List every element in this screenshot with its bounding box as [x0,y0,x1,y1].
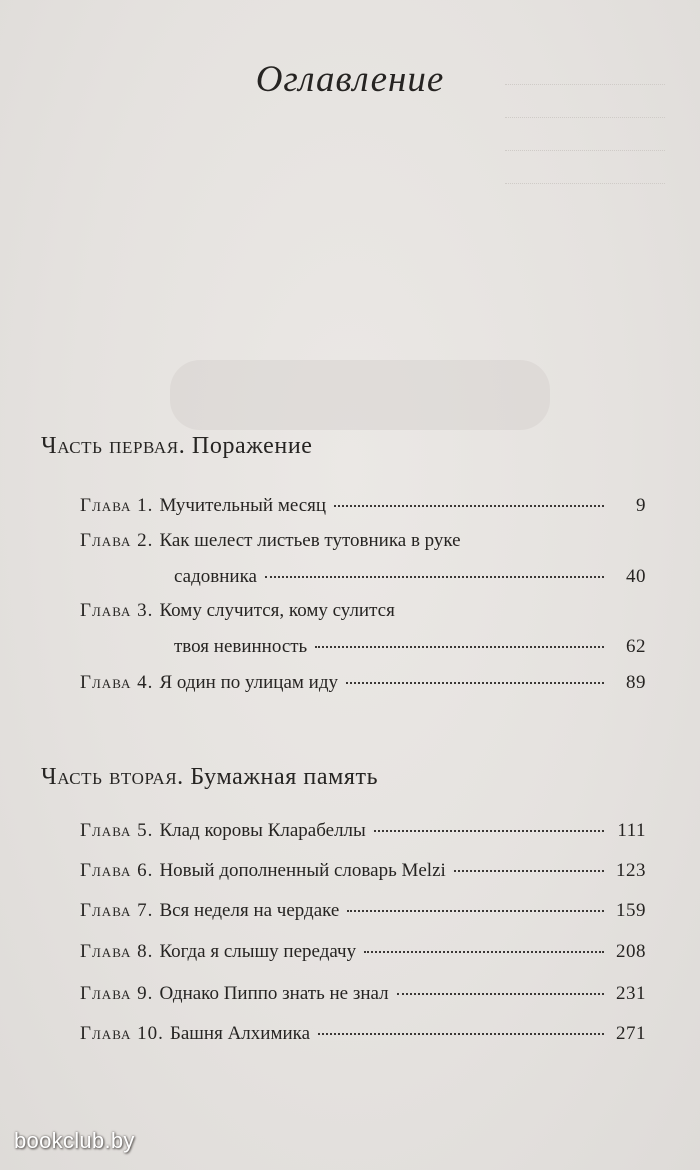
chapter-label: Глава 4. [80,672,154,693]
part-title-rest: Бумажная память [190,764,379,790]
chapter-title: Вся неделя на чердаке [159,900,340,921]
part-title-lead: Часть первая. [41,433,186,459]
page-number: 89 [626,672,646,693]
page-number: 231 [616,983,646,1004]
toc-entry[interactable] [80,600,646,672]
chapter-label: Глава 10. [80,1023,164,1044]
chapter-title: Однако Пиппо знать не знал [159,983,389,1004]
chapter-title-continuation: твоя невинность [174,636,308,657]
dot-leader [265,576,604,578]
chapter-title: Мучительный месяц [159,495,327,516]
part-title-rest: Поражение [191,433,313,459]
toc-entry[interactable] [80,900,646,936]
toc-entry[interactable] [80,941,646,977]
chapter-title: Как шелест листьев тутовника в руке [159,530,461,551]
toc-entry[interactable] [80,530,646,602]
page-number: 208 [616,941,646,962]
toc-entry[interactable] [80,495,646,531]
chapter-title: Я один по улицам иду [159,672,339,693]
part-title-lead: Часть вторая. [41,764,184,790]
chapter-title: Когда я слышу передачу [159,941,357,962]
chapter-label: Глава 8. [80,941,154,962]
dot-leader [346,682,604,684]
page-number: 40 [626,566,646,587]
dot-leader [454,870,604,872]
dot-leader [315,646,604,648]
part-title [41,433,313,460]
chapter-label: Глава 7. [80,900,154,921]
page-number: 9 [636,495,646,516]
chapter-label: Глава 5. [80,820,154,841]
chapter-label: Глава 6. [80,860,154,881]
toc-entry[interactable] [80,1023,646,1059]
page-title: Оглавление [255,59,445,100]
chapter-title: Башня Алхимика [169,1023,311,1044]
chapter-title: Кому случится, кому сулится [159,600,395,621]
bleed-through-decoration [170,360,550,430]
dot-leader [347,910,604,912]
watermark: bookclub.by [14,1128,135,1153]
page-number: 159 [616,900,646,921]
toc-entry[interactable] [80,860,646,896]
dot-leader [397,993,604,995]
page-number: 123 [616,860,646,881]
chapter-title: Клад коровы Кларабеллы [159,820,366,841]
dot-leader [318,1033,604,1035]
toc-entry[interactable] [80,983,646,1019]
page-number: 271 [616,1023,646,1044]
part-title [41,764,378,791]
chapter-title: Новый дополненный словарь Melzi [159,860,446,881]
chapter-label: Глава 1. [80,495,154,516]
page-number: 62 [626,636,646,657]
page-number: 111 [617,820,646,841]
dot-leader [334,505,604,507]
chapter-title-continuation: садовника [174,566,257,587]
chapter-label: Глава 2. [80,530,154,551]
dot-leader [374,830,604,832]
chapter-label: Глава 9. [80,983,154,1004]
toc-entry[interactable] [80,820,646,856]
toc-entry[interactable] [80,672,646,708]
chapter-label: Глава 3. [80,600,154,621]
dot-leader [364,951,604,953]
